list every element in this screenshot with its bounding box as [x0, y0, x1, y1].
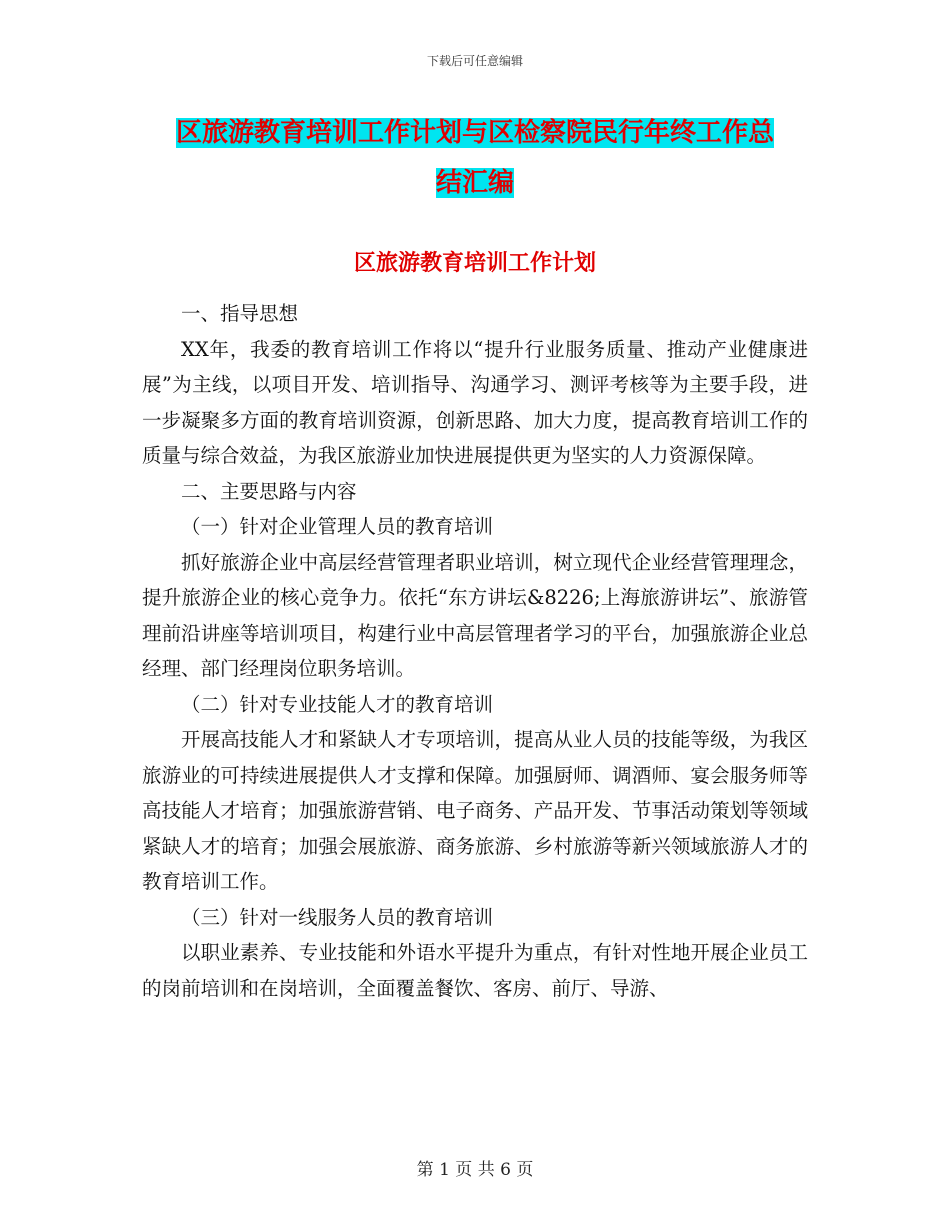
document-title-line-1: 区旅游教育培训工作计划与区检察院民行年终工作总 [175, 118, 774, 148]
page-header: 下载后可任意编辑 [426, 54, 523, 68]
document-title-line-2: 结汇编 [435, 168, 514, 198]
document-body [142, 296, 808, 1006]
page-footer: 第 1 页 共 6 页 [416, 1160, 534, 1180]
document-title [140, 108, 810, 208]
subheading-frontline-staff-training: （三）针对一线服务人员的教育培训 [181, 905, 494, 929]
paragraph: 抓好旅游企业中高层经营管理者职业培训，树立现代企业经营管理理念，提升旅游企业的核心竞争力。依托“东方讲坛&8226;上海旅游讲坛”、旅游管理前沿讲座等培训项目，构建行业中高层管理者学习的平台，加强旅游企业总经理、部门经理岗位职务培训。 [142, 550, 808, 680]
heading-main-ideas: 二、主要思路与内容 [181, 479, 357, 503]
section-title: 区旅游教育培训工作计划 [353, 250, 596, 276]
paragraph: XX年，我委的教育培训工作将以“提升行业服务质量、推动产业健康进展”为主线，以项目开发、培训指导、沟通学习、测评考核等为主要手段，进一步凝聚多方面的教育培训资源，创新思路、加大力度，提高教育培训工作的质量与综合效益，为我区旅游业加快进展提供更为坚实的人力资源保障。 [142, 337, 808, 467]
paragraph: 开展高技能人才和紧缺人才专项培训，提高从业人员的技能等级，为我区旅游业的可持续进展提供人才支撑和保障。加强厨师、调酒师、宴会服务师等高技能人才培育；加强旅游营销、电子商务、产品开发、节事活动策划等领域紧缺人才的培育；加强会展旅游、商务旅游、乡村旅游等新兴领域旅游人才的教育培训工作。 [142, 728, 808, 893]
subheading-skilled-talent-training: （二）针对专业技能人才的教育培训 [181, 692, 494, 716]
paragraph: 以职业素养、专业技能和外语水平提升为重点，有针对性地开展企业员工的岗前培训和在岗培训，全面覆盖餐饮、客房、前厅、导游、 [142, 941, 808, 1000]
subheading-management-training: （一）针对企业管理人员的教育培训 [181, 515, 494, 538]
heading-guiding-ideology: 一、指导思想 [181, 302, 299, 325]
